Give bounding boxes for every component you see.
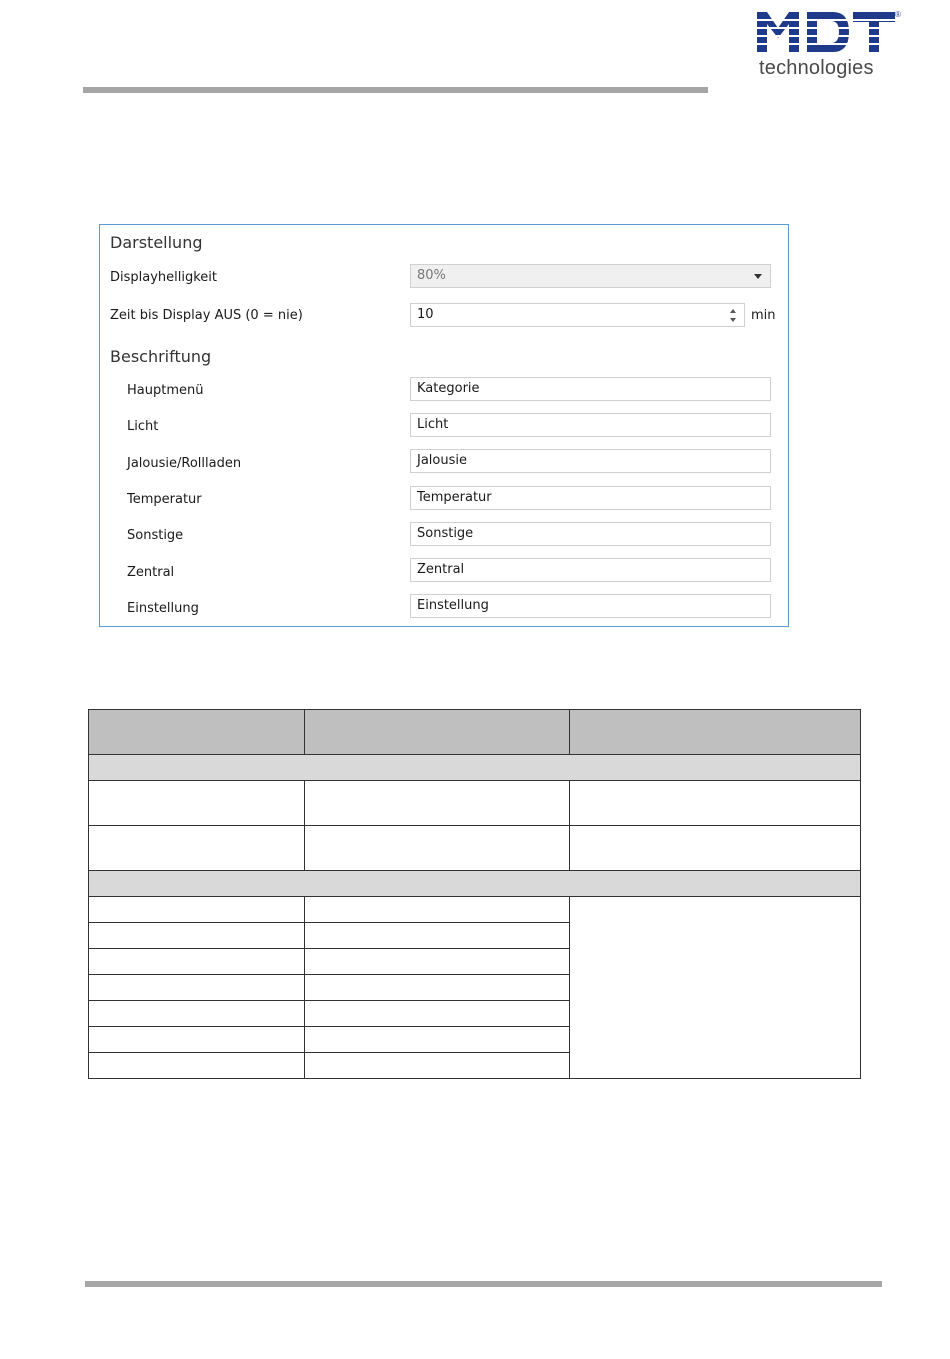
table-row [89, 826, 861, 871]
label-text-input[interactable]: Einstellung [410, 594, 771, 618]
label-name: Hauptmenü [127, 383, 204, 398]
mdt-logo [757, 10, 903, 85]
label-text-input[interactable]: Kategorie [410, 377, 771, 401]
table-merged-cell [570, 897, 861, 1079]
table-header-cell [305, 710, 570, 755]
section-title-labels: Beschriftung [110, 347, 212, 366]
timeout-unit: min [751, 308, 776, 323]
table-group-row [89, 755, 861, 781]
label-name: Einstellung [127, 601, 199, 616]
table-group-cell [89, 871, 861, 897]
header-rule [83, 87, 708, 93]
label-text-input[interactable]: Sonstige [410, 522, 771, 546]
table-group-row [89, 871, 861, 897]
brightness-label: Displayhelligkeit [110, 270, 218, 285]
label-name: Jalousie/Rollladen [127, 456, 242, 471]
label-name: Sonstige [127, 528, 184, 543]
label-name: Temperatur [127, 492, 202, 507]
label-text-input[interactable]: Licht [410, 413, 771, 437]
label-text-input[interactable]: Zentral [410, 558, 771, 582]
parameter-table [88, 709, 861, 1079]
chevron-down-icon [754, 274, 762, 279]
mdt-logo-mark [757, 10, 897, 55]
table-header-row [89, 710, 861, 755]
spin-down-icon[interactable] [730, 318, 736, 322]
registered-mark: ® [895, 10, 901, 19]
section-title-display: Darstellung [110, 233, 203, 252]
table-header-cell [89, 710, 305, 755]
timeout-value: 10 [417, 307, 434, 322]
brightness-value: 80% [417, 268, 446, 283]
spin-up-icon[interactable] [730, 309, 736, 313]
label-text-input[interactable]: Temperatur [410, 486, 771, 510]
table-row [89, 781, 861, 826]
label-text-input[interactable]: Jalousie [410, 449, 771, 473]
table-group-cell [89, 755, 861, 781]
timeout-spinner[interactable] [410, 303, 745, 327]
timeout-label: Zeit bis Display AUS (0 = nie) [110, 308, 303, 323]
table-row [89, 897, 861, 923]
footer-rule [85, 1281, 882, 1287]
brightness-select[interactable] [410, 264, 771, 288]
parameter-panel [99, 224, 789, 627]
label-name: Zentral [127, 565, 175, 580]
label-name: Licht [127, 419, 159, 434]
table-header-cell [570, 710, 861, 755]
logo-subtitle: technologies [759, 57, 874, 79]
